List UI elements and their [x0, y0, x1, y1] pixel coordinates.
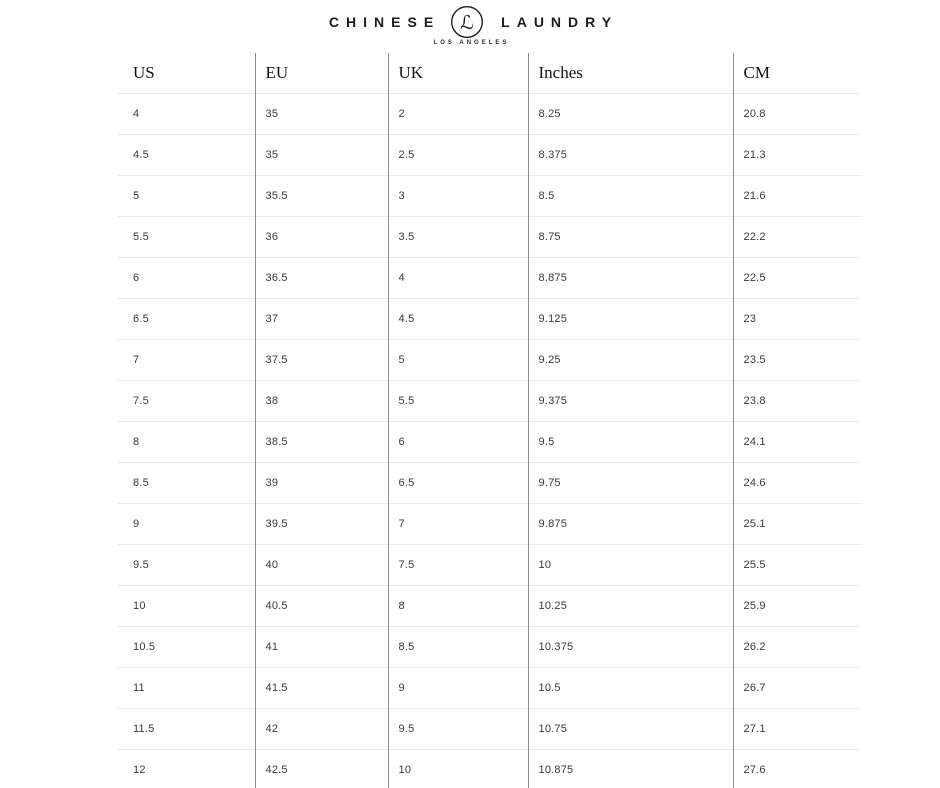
table-cell: 9.875: [528, 503, 733, 544]
table-cell: 25.1: [733, 503, 861, 544]
table-cell: 39.5: [255, 503, 388, 544]
table-cell: 41.5: [255, 667, 388, 708]
column-header-inches: Inches: [528, 53, 733, 93]
brand-logo: [322, 5, 618, 39]
table-cell: 5.5: [388, 380, 528, 421]
table-cell: 8.5: [133, 476, 149, 489]
size-chart-table: [118, 53, 861, 788]
column-header-uk: UK: [388, 53, 528, 93]
table-cell: 37: [255, 298, 388, 339]
size-chart-section: [118, 53, 861, 788]
brand-subtitle: LOS ANGELES: [433, 40, 510, 46]
table-row: [118, 134, 861, 175]
table-cell: 10.875: [528, 749, 733, 788]
table-cell: 9.5: [528, 421, 733, 462]
table-cell: 6.5: [133, 312, 149, 325]
table-cell: 24.1: [733, 421, 861, 462]
table-cell: 9.25: [528, 339, 733, 380]
header-row: [118, 53, 861, 93]
table-cell: 41: [255, 626, 388, 667]
table-cell: 35: [255, 93, 388, 134]
table-cell: 5.5: [133, 230, 149, 243]
table-cell: 36: [255, 216, 388, 257]
table-cell: 35: [255, 134, 388, 175]
monogram-letter: ℒ: [460, 12, 474, 34]
brand-header: [0, 0, 940, 53]
table-cell: 40: [255, 544, 388, 585]
table-cell: 10.5: [528, 667, 733, 708]
table-cell: 10.375: [528, 626, 733, 667]
table-cell: 2: [388, 93, 528, 134]
table-cell: 8.5: [388, 626, 528, 667]
table-cell: 10: [133, 599, 146, 612]
table-row: [118, 339, 861, 380]
table-cell: 38.5: [255, 421, 388, 462]
table-cell: 2.5: [388, 134, 528, 175]
table-cell: 6.5: [388, 462, 528, 503]
table-row: [118, 216, 861, 257]
table-cell: 40.5: [255, 585, 388, 626]
table-cell: 6: [133, 271, 140, 284]
table-cell: 9.375: [528, 380, 733, 421]
table-row: [118, 544, 861, 585]
table-row: [118, 708, 861, 749]
table-row: [118, 503, 861, 544]
table-cell: 11: [133, 681, 145, 694]
table-cell: 7: [133, 353, 140, 366]
table-row: [118, 667, 861, 708]
table-cell: 3: [388, 175, 528, 216]
table-cell: 8: [388, 585, 528, 626]
table-row: [118, 749, 861, 788]
table-cell: 4: [133, 107, 140, 120]
table-cell: 9.5: [133, 558, 149, 571]
table-cell: 10: [528, 544, 733, 585]
table-cell: 27.6: [733, 749, 861, 788]
table-cell: 23.5: [733, 339, 861, 380]
table-cell: 9: [133, 517, 140, 530]
size-chart-body: [118, 93, 861, 788]
table-row: [118, 175, 861, 216]
table-cell: 24.6: [733, 462, 861, 503]
table-cell: 4: [388, 257, 528, 298]
table-cell: 37.5: [255, 339, 388, 380]
table-cell: 4.5: [133, 148, 149, 161]
table-cell: 25.5: [733, 544, 861, 585]
table-cell: 21.6: [733, 175, 861, 216]
table-row: [118, 380, 861, 421]
table-cell: 22.2: [733, 216, 861, 257]
table-cell: 36.5: [255, 257, 388, 298]
table-cell: 38: [255, 380, 388, 421]
table-cell: 12: [133, 763, 146, 776]
table-cell: 9: [388, 667, 528, 708]
table-cell: 9.125: [528, 298, 733, 339]
column-header-eu: EU: [255, 53, 388, 93]
table-cell: 8.75: [528, 216, 733, 257]
table-cell: 21.3: [733, 134, 861, 175]
table-cell: 26.7: [733, 667, 861, 708]
table-cell: 23: [733, 298, 861, 339]
table-cell: 39: [255, 462, 388, 503]
table-cell: 10: [388, 749, 528, 788]
table-cell: 4.5: [388, 298, 528, 339]
table-cell: 23.8: [733, 380, 861, 421]
table-cell: 42: [255, 708, 388, 749]
table-cell: 20.8: [733, 93, 861, 134]
table-cell: 9.5: [388, 708, 528, 749]
table-cell: 35.5: [255, 175, 388, 216]
table-row: [118, 257, 861, 298]
table-row: [118, 585, 861, 626]
table-row: [118, 462, 861, 503]
table-cell: 7.5: [133, 394, 149, 407]
table-row: [118, 93, 861, 134]
table-cell: 8.5: [528, 175, 733, 216]
table-cell: 10.5: [133, 640, 156, 653]
table-cell: 5: [388, 339, 528, 380]
table-cell: 42.5: [255, 749, 388, 788]
column-header-us: US: [133, 62, 155, 82]
table-cell: 8.25: [528, 93, 733, 134]
table-row: [118, 626, 861, 667]
table-cell: 22.5: [733, 257, 861, 298]
table-row: [118, 298, 861, 339]
table-cell: 3.5: [388, 216, 528, 257]
brand-name-laundry: LAUNDRY: [501, 14, 619, 30]
table-cell: 11.5: [133, 722, 155, 735]
table-cell: 10.75: [528, 708, 733, 749]
table-cell: 5: [133, 189, 140, 202]
table-cell: 6: [388, 421, 528, 462]
table-cell: 7.5: [388, 544, 528, 585]
table-cell: 7: [388, 503, 528, 544]
table-cell: 10.25: [528, 585, 733, 626]
table-cell: 8.375: [528, 134, 733, 175]
table-cell: 8: [133, 435, 140, 448]
circular-script-l-monogram-icon: [450, 5, 484, 39]
table-row: [118, 421, 861, 462]
brand-name-chinese: CHINESE: [328, 14, 441, 30]
column-header-cm: CM: [733, 53, 861, 93]
table-cell: 25.9: [733, 585, 861, 626]
table-cell: 8.875: [528, 257, 733, 298]
table-cell: 26.2: [733, 626, 861, 667]
table-cell: 27.1: [733, 708, 861, 749]
table-cell: 9.75: [528, 462, 733, 503]
